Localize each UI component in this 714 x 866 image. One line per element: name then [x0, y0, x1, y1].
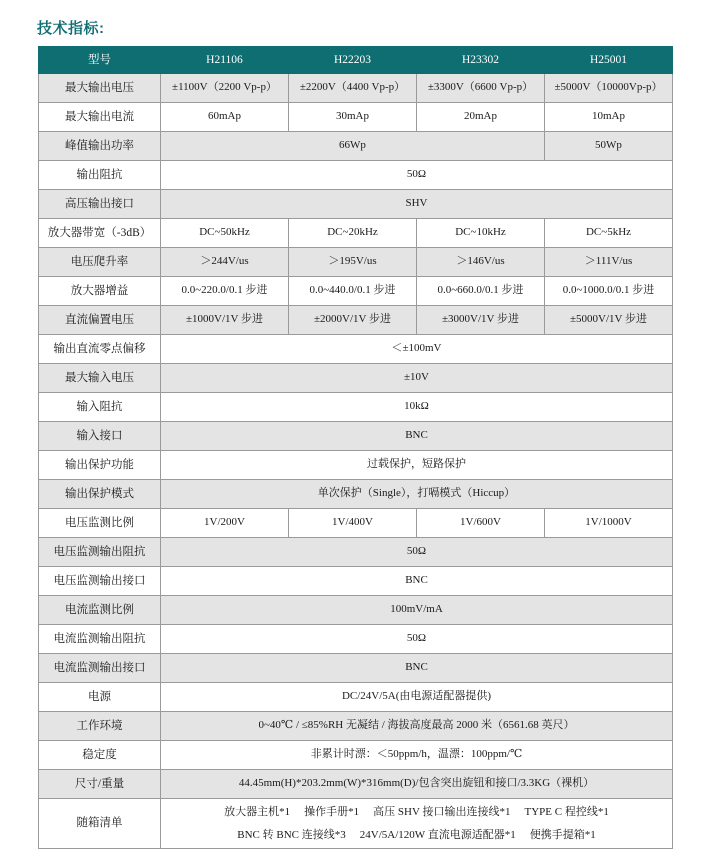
table-cell: 单次保护（Single），打嗝模式（Hiccup）	[161, 480, 673, 509]
row-label: 电压监测比例	[39, 509, 161, 538]
row-label: 随箱清单	[39, 799, 161, 849]
row-label: 直流偏置电压	[39, 306, 161, 335]
table-row	[39, 161, 673, 190]
table-cell: ±5000V（10000Vp-p）	[545, 74, 673, 103]
table-row	[39, 74, 673, 103]
package-list-item: 操作手册*1	[304, 806, 360, 818]
table-cell: 0.0~440.0/0.1 步进	[289, 277, 417, 306]
table-cell: ＞195V/us	[289, 248, 417, 277]
row-label: 最大输出电压	[39, 74, 161, 103]
table-cell: DC/24V/5A(由电源适配器提供)	[161, 683, 673, 712]
package-list-item: 高压 SHV 接口输出连接线*1	[373, 806, 511, 818]
column-header-h23302: H23302	[417, 47, 545, 74]
table-cell: ＞111V/us	[545, 248, 673, 277]
table-cell: BNC	[161, 567, 673, 596]
table-cell: 非累计时漂：＜50ppm/h，温漂：100ppm/℃	[161, 741, 673, 770]
row-label: 尺寸/重量	[39, 770, 161, 799]
table-cell: ±1100V（2200 Vp-p）	[161, 74, 289, 103]
table-row	[39, 683, 673, 712]
table-cell: 1V/600V	[417, 509, 545, 538]
column-header-h21106: H21106	[161, 47, 289, 74]
technical-specifications-table	[38, 46, 673, 849]
table-row	[39, 335, 673, 364]
table-cell: 1V/200V	[161, 509, 289, 538]
row-label: 电压监测输出阻抗	[39, 538, 161, 567]
table-row	[39, 538, 673, 567]
table-cell: ±3300V（6600 Vp-p）	[417, 74, 545, 103]
table-cell: 0~40℃ / ≤85%RH 无凝结 / 海拔高度最高 2000 米（6561.68 英尺）	[161, 712, 673, 741]
table-cell: BNC	[161, 654, 673, 683]
table-row	[39, 567, 673, 596]
row-label: 峰值输出功率	[39, 132, 161, 161]
row-label: 输出保护功能	[39, 451, 161, 480]
table-cell: 50Wp	[545, 132, 673, 161]
table-cell: 10mAp	[545, 103, 673, 132]
table-row	[39, 509, 673, 538]
table-header-row	[39, 47, 673, 74]
package-list-item: 24V/5A/120W 直流电源适配器*1	[359, 828, 516, 841]
table-row	[39, 103, 673, 132]
table-row	[39, 422, 673, 451]
table-row	[39, 364, 673, 393]
row-label: 输出直流零点偏移	[39, 335, 161, 364]
table-cell: 44.45mm(H)*203.2mm(W)*316mm(D)/包含突出旋钮和接口/3.3KG（裸机）	[161, 770, 673, 799]
table-cell: DC~5kHz	[545, 219, 673, 248]
row-label: 稳定度	[39, 741, 161, 770]
table-row	[39, 712, 673, 741]
column-header-h25001: H25001	[545, 47, 673, 74]
row-label: 电压爬升率	[39, 248, 161, 277]
column-header-model-label: 型号	[39, 47, 161, 74]
table-row	[39, 625, 673, 654]
table-row	[39, 770, 673, 799]
package-list-item: 放大器主机*1	[224, 806, 291, 818]
row-label: 电源	[39, 683, 161, 712]
row-label: 工作环境	[39, 712, 161, 741]
row-label: 放大器增益	[39, 277, 161, 306]
table-row	[39, 654, 673, 683]
package-list-item: TYPE C 程控线*1	[524, 806, 609, 818]
row-label: 最大输出电流	[39, 103, 161, 132]
table-cell: 0.0~660.0/0.1 步进	[417, 277, 545, 306]
table-cell: ＞146V/us	[417, 248, 545, 277]
table-row	[39, 132, 673, 161]
table-cell: ±2000V/1V 步进	[289, 306, 417, 335]
table-cell: ＞244V/us	[161, 248, 289, 277]
table-body	[39, 74, 673, 849]
table-row	[39, 190, 673, 219]
table-row	[39, 306, 673, 335]
package-list-line	[164, 824, 669, 847]
column-header-h22203: H22203	[289, 47, 417, 74]
row-label: 高压输出接口	[39, 190, 161, 219]
row-label: 最大输入电压	[39, 364, 161, 393]
row-label: 输出保护模式	[39, 480, 161, 509]
package-list-cell	[161, 799, 673, 849]
row-label: 输入阻抗	[39, 393, 161, 422]
table-cell: 过载保护，短路保护	[161, 451, 673, 480]
table-cell: ＜±100mV	[161, 335, 673, 364]
table-cell: 0.0~1000.0/0.1 步进	[545, 277, 673, 306]
table-cell: 50Ω	[161, 161, 673, 190]
row-label: 电压监测输出接口	[39, 567, 161, 596]
table-cell: 50Ω	[161, 538, 673, 567]
table-row	[39, 277, 673, 306]
table-cell: 20mAp	[417, 103, 545, 132]
table-cell: ±5000V/1V 步进	[545, 306, 673, 335]
table-cell: ±1000V/1V 步进	[161, 306, 289, 335]
table-cell: 1V/1000V	[545, 509, 673, 538]
table-cell: DC~50kHz	[161, 219, 289, 248]
row-label: 放大器带宽（-3dB）	[39, 219, 161, 248]
table-row-package-list	[39, 799, 673, 849]
table-row	[39, 741, 673, 770]
table-cell: ±10V	[161, 364, 673, 393]
table-cell: DC~10kHz	[417, 219, 545, 248]
row-label: 电流监测输出接口	[39, 654, 161, 683]
row-label: 输出阻抗	[39, 161, 161, 190]
row-label: 电流监测比例	[39, 596, 161, 625]
table-cell: 1V/400V	[289, 509, 417, 538]
table-cell: 0.0~220.0/0.1 步进	[161, 277, 289, 306]
table-cell: 50Ω	[161, 625, 673, 654]
table-cell: ±3000V/1V 步进	[417, 306, 545, 335]
table-cell: 10kΩ	[161, 393, 673, 422]
table-row	[39, 248, 673, 277]
row-label: 电流监测输出阻抗	[39, 625, 161, 654]
table-header	[39, 47, 673, 74]
table-cell: DC~20kHz	[289, 219, 417, 248]
table-cell: 30mAp	[289, 103, 417, 132]
row-label: 输入接口	[39, 422, 161, 451]
package-list-line	[164, 801, 669, 824]
table-cell: 60mAp	[161, 103, 289, 132]
package-list-item: 便携手提箱*1	[529, 828, 596, 841]
table-row	[39, 393, 673, 422]
table-cell: ±2200V（4400 Vp-p）	[289, 74, 417, 103]
table-cell: SHV	[161, 190, 673, 219]
table-row	[39, 219, 673, 248]
page-title: 技术指标:	[37, 20, 105, 37]
table-row	[39, 480, 673, 509]
package-list-item: BNC 转 BNC 连接线*3	[237, 828, 346, 841]
table-row	[39, 451, 673, 480]
table-cell: BNC	[161, 422, 673, 451]
table-cell: 100mV/mA	[161, 596, 673, 625]
table-row	[39, 596, 673, 625]
table-cell: 66Wp	[161, 132, 545, 161]
